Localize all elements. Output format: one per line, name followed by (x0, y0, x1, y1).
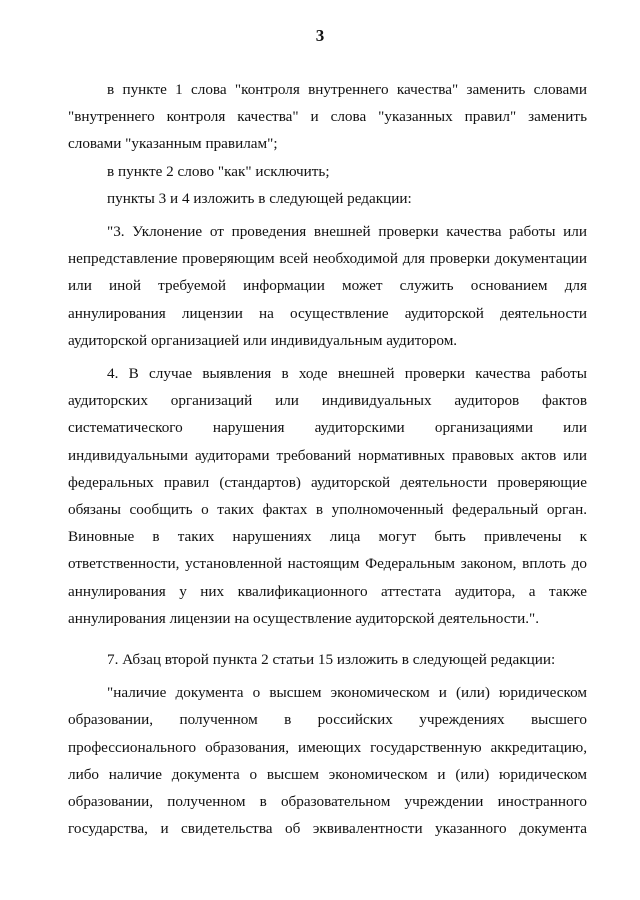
paragraph-item-7: 7. Абзац второй пункта 2 статьи 15 изложить в следующей редакции: (107, 651, 556, 669)
paragraph-new-point-3: "3. Уклонение от проведения внешней проверки качества работы или непредставление проверяющим всей необходимой для проверки документации или иной требуемой информации может служить основанием для аннулирования лицензии на осуществление аудиторской деятельности аудиторской организацией или индивидуальным аудитором. (68, 223, 587, 349)
paragraph-education-requirement: "наличие документа о высшем экономическом и (или) юридическом образовании, полученном в российских учреждениях высшего профессионального образования, имеющих государственную аккредитацию, либо наличие документа о высшем экономическом и (или) юридическом образовании, полученном в образовательном учреждении иностранного государства, и свидетельства об эквивалентности указанного документа (68, 684, 587, 838)
document-body (68, 76, 587, 842)
paragraph-amend-point-1: в пункте 1 слова "контроля внутреннего качества" заменить словами "внутреннего контроля качества" и слова "указанных правил" заменить словами "указанным правилам"; (68, 81, 587, 153)
paragraph-points-3-4-intro: пункты 3 и 4 изложить в следующей редакции: (107, 189, 412, 207)
paragraph-amend-point-2: в пункте 2 слово "как" исключить; (107, 162, 330, 180)
page-number: 3 (315, 26, 325, 45)
paragraph-new-point-4: 4. В случае выявления в ходе внешней проверки качества работы аудиторских организаций или индивидуальных аудиторов фактов систематического нарушения аудиторскими организациями или индивидуальными аудиторами требований нормативных правовых актов или федеральных правил (стандартов) аудиторской деятельности проверяющие обязаны сообщить о таких фактах в уполномоченный федеральный орган. Виновные в таких нарушениях лица могут быть привлечены к ответственности, установленной настоящим Федеральным законом, вплоть до аннулирования у них квалификационного аттестата аудитора, а также аннулирования лицензии на осуществление аудиторской деятельности.". (68, 365, 587, 627)
